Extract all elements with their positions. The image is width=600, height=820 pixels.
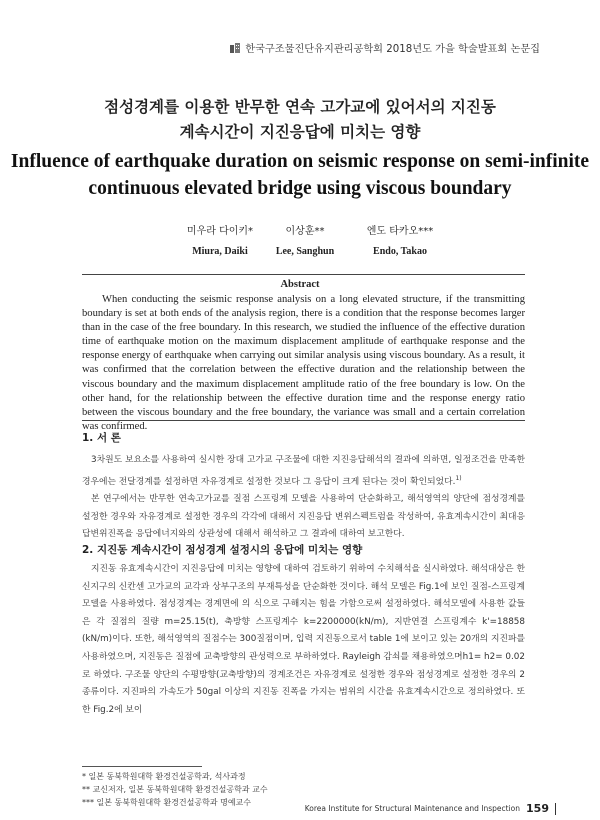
abstract-bottom-rule: [82, 420, 525, 421]
section-2-body: [82, 561, 525, 719]
page-footer: [305, 802, 556, 815]
abstract-text: When conducting the seismic response analysis on a long elevated structure, if the transmitting boundary is set at both ends of the analysis region, there is a condition that the response becomes larger than in the case of the free boundary. In this research, we studied the influence of the effective duration time of earthquake motion on the maximum displacement amplitude of earthquake response and the response energy of earthquake when carrying out similar analysis using viscous boundary. As a result, it was confirmed that the correlation between the effective duration and the relationship between the viscous boundary and the maximum displacement amplitude ratio of the free boundary is low. On the other hand, for the relationship between the effective duration time and the response energy ratio between the viscous boundary and the free boundary, the variance was small and a certain correlation was confirmed.: [82, 294, 525, 432]
header-text: 한국구조물진단유지관리공학회 2018년도 가을 학술발표회 논문집: [245, 44, 540, 55]
abstract-top-rule: [82, 274, 525, 275]
author-name-ko: 미우라 다이키*: [186, 226, 254, 237]
footnote-3: *** 일본 동북학원대학 환경건설공학과 명예교수: [82, 798, 252, 807]
section-1-paragraph-2: 본 연구에서는 반무한 연속고가교를 질점 스프링계 모델을 사용하여 단순화하고, 해석영역의 양단에 점성경계를 설정한 경우와 자유경계로 설정한 경우의 각각에 대해서 지진응답 변위스펙트럼을 작성하여, 유효계속시간이 최대응답변위진폭을 응답에너지와의 상관성에 대해서 해석하고 그 결과에 대하여 보고한다.: [82, 494, 525, 540]
section-1-paragraph-1-text: 3차원도 보요소를 사용하여 실시한 장대 고가교 구조물에 대한 지진응답해석의 결과에 의하면, 일정조건을 만족한 경우에는 전달경계를 설정하면 자유경계로 설정한 것보다 그 응답이 크게 된다는 것이 확인되었다.: [82, 455, 525, 487]
korean-title-line-2: 계속시간이 지진응답에 미치는 영향: [179, 123, 421, 141]
page-number: 159: [526, 802, 549, 815]
author-name-en: Lee, Sanghun: [275, 246, 335, 257]
footnote-2: ** 교신저자, 일본 동북학원대학 환경건설공학과 교수: [82, 785, 268, 794]
footer-divider: [555, 803, 556, 815]
section-1-heading: 1. 서 론: [82, 432, 121, 444]
building-icon: [229, 42, 241, 54]
author-name-en: Miura, Daiki: [192, 246, 248, 257]
section-1-body: [82, 452, 525, 544]
section-2-heading: 2. 지진동 계속시간이 점성경계 설정시의 응답에 미치는 영향: [82, 544, 363, 556]
section-2-paragraph-1: 지진동 유효계속시간이 지진응답에 미치는 영향에 대하여 검토하기 위하여 수치해석을 실시하였다. 해석대상은 한신지구의 신칸센 고가교의 교각과 상부구조의 부재특성을 단순화한 것이다. 해석 모델은 Fig.1에 보인 질점-스프링계 모델을 사용하였다. 점성경계는 경계면에 의 식으로 구해지는 힘을 가함으로써 설정하였다. 해석모델에 사용한 값들은 각 질점의 질량 m=25.15(t), 축방향 스프링계수 k=2200000(kN/m), 지반연결 스프링계수 k'=18858 (kN/m)이다. 또한, 해석영역의 질점수는 300질점이며, 입력 지진동으로서 table 1에 보이고 있는 20개의 지진파를 사용하였으며, 지진동은 질점에 교축방향의 관성력으로 부하하였다. Rayleigh 감쇠를 채용하였으며h1= h2= 0.02로 하였다. 구조물 양단의 수평방향(교축방향)의 경계조건은 자유경계로 설정한 경우와 점성경계로 설정한 경우의 2종류이다. 지진파의 가속도가 50gal 이상의 지진동 진폭을 가지는 범위의 시간을 유효계속시간으로 정의하였다. 또한 Fig.2에 보이: [82, 564, 525, 715]
footnote-rule: [82, 766, 202, 767]
section-1-paragraph-1: [82, 452, 525, 491]
author-3: [350, 222, 450, 257]
running-header: [229, 40, 540, 55]
author-name-en: Endo, Takao: [373, 246, 427, 257]
english-title-line-2: continuous elevated bridge using viscous boundary: [88, 178, 512, 199]
footnote-1: * 일본 동북학원대학 환경건설공학과, 석사과정: [82, 772, 246, 781]
citation-marker: 1): [455, 474, 462, 482]
author-2: [255, 222, 355, 257]
abstract-heading: Abstract: [280, 279, 320, 290]
abstract-body: [82, 293, 525, 434]
author-name-ko: 이상훈**: [285, 226, 325, 237]
author-name-ko: 엔도 타카오***: [366, 226, 434, 237]
footer-institute: Korea Institute for Structural Maintenance and Inspection: [304, 804, 521, 813]
english-title-line-1: Influence of earthquake duration on seismic response on semi-infinite: [10, 151, 590, 172]
korean-title-line-1: 점성경계를 이용한 반무한 연속 고가교에 있어서의 지진동: [104, 98, 496, 116]
